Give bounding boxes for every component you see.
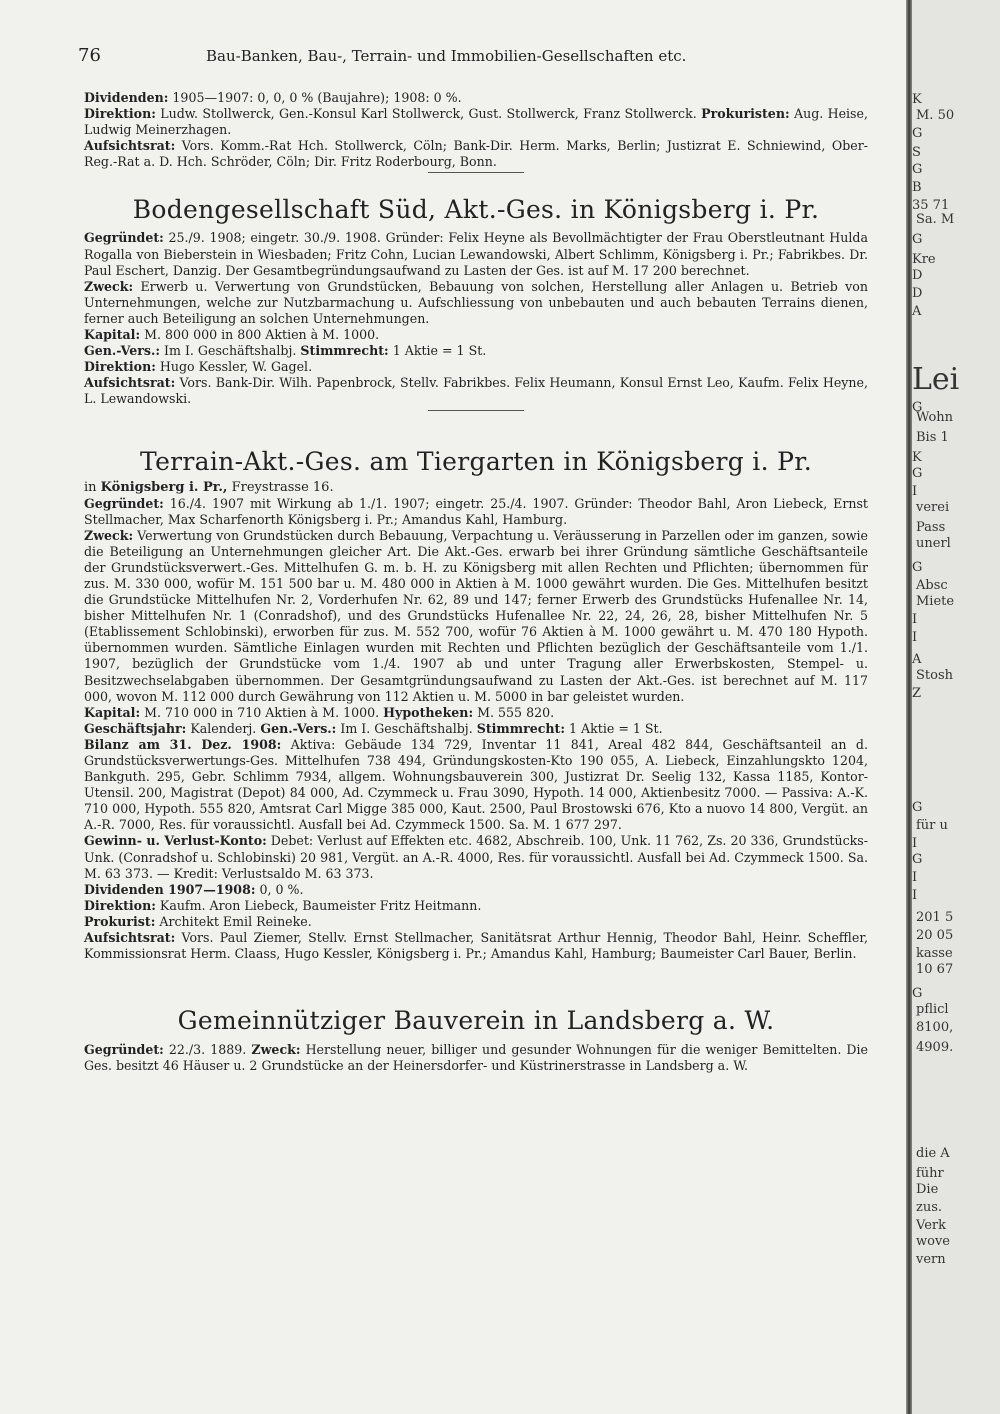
adjacent-page-fragment: 20 05 xyxy=(916,928,954,943)
section-stollwerck-continued xyxy=(84,90,868,173)
paragraph xyxy=(84,930,868,962)
paragraph xyxy=(84,737,868,834)
field-label: Hypotheken: xyxy=(383,704,474,720)
field-label: Aufsichtsrat: xyxy=(84,138,176,154)
field-label: Zweck: xyxy=(84,278,134,294)
adjacent-page-fragment: wove xyxy=(916,1234,950,1249)
field-text: 1 Aktie = 1 St. xyxy=(569,720,663,736)
adjacent-page-fragment: G xyxy=(912,852,923,867)
adjacent-page-fragment: Pass xyxy=(916,520,946,535)
paragraph xyxy=(84,914,868,930)
adjacent-page-fragment: I xyxy=(912,612,918,627)
field-text: Architekt Emil Reineke. xyxy=(159,913,312,929)
paragraph xyxy=(84,138,868,170)
section-bodengesellschaft-sued xyxy=(84,195,868,410)
section-terrain-tiergarten xyxy=(84,447,868,963)
field-label: Gen.-Vers.: xyxy=(260,720,337,736)
field-text: Im I. Geschäftshalbj. xyxy=(164,343,297,359)
field-text: M. 800 000 in 800 Aktien à M. 1000. xyxy=(144,327,380,343)
adjacent-page-fragment: I xyxy=(912,888,918,903)
adjacent-page-edge xyxy=(912,0,1000,1414)
adjacent-page-fragment: I xyxy=(912,630,918,645)
paragraph xyxy=(84,898,868,914)
adjacent-page-fragment: Wohn xyxy=(916,410,954,425)
field-text: Debet: Verlust auf Effekten etc. 4682, Abschreib. 100, Unk. 11 762, Zs. 20 336, Grundstücks-Unk. (Conradshof u. Schlobinski) 20 981, Vergüt. an A.-R. 4000, Res. für voraussichtl. Ausfall bei Ad. Czymmeck 1500. Sa. M. 63 373. — Kredit: Verlustsaldo M. 63 373. xyxy=(84,833,868,881)
paragraph xyxy=(84,279,868,327)
field-text: 22./3. 1889. xyxy=(168,1042,247,1058)
field-label: Prokurist: xyxy=(84,913,156,929)
adjacent-page-fragment: 201 5 xyxy=(916,910,954,925)
field-label: Zweck: xyxy=(251,1042,301,1058)
field-text: Aktiva: Gebäude 134 729, Inventar 11 841, Areal 482 844, Geschäftsanteil an d. Grundstücksverwertungs-Ges. Mittelhufen 738 494, Gründungskosten-Kto 190 055, A. Liebeck, Einzahlungskto 1204, Bankguth. 295, Gebr. Schlimm 7934, allgem. Wohnungsbauverein 300, Justizrat Dr. Seelig 132, Kassa 1185, Kontor-Utensil. 200, Magistrat (Depot) 84 000, Ad. Czymmeck u. Frau 3090, Hypoth. 14 000, Aktienbesitz 7000. — Passiva: A.-K. 710 000, Hypoth. 555 820, Amtsrat Carl Migge 385 000, Kaut. 2500, Paul Brostowski 676, Kto a nuovo 14 800, Vergüt. an A.-R. 7000, Res. für voraussichtl. Ausfall bei Ad. Czymmeck 1500. Sa. M. 1 677 297. xyxy=(84,736,868,833)
field-label: Direktion: xyxy=(84,897,156,913)
section-divider xyxy=(428,410,524,411)
adjacent-page-fragment: G xyxy=(912,400,923,415)
adjacent-page-fragment: verei xyxy=(916,500,950,515)
paragraph xyxy=(84,1042,868,1074)
adjacent-page-fragment: unerl xyxy=(916,536,951,551)
adjacent-page-fragment: zus. xyxy=(916,1200,943,1215)
subtitle-street: Freystrasse 16. xyxy=(231,479,334,495)
adjacent-page-fragment: M. 50 xyxy=(916,108,955,123)
field-text: 25./9. 1908; eingetr. 30./9. 1908. Gründer: Felix Heyne als Bevollmächtigter der Frau Oberstleutnant Hulda Rogalla von Bieberstein in Wiesbaden; Fritz Cohn, Lucian Lewandowski, Albert Schlimm, Königsberg i. Pr.; Fabrikbes. Dr. Paul Eschert, Danzig. Der Gesamtbegründungsaufwand zu Lasten der Ges. ist auf M. 17 200 berechnet. xyxy=(84,230,868,278)
adjacent-page-fragment: Bis 1 xyxy=(916,430,949,445)
adjacent-page-fragment: K xyxy=(912,92,922,107)
field-label: Bilanz am 31. Dez. 1908: xyxy=(84,736,282,752)
adjacent-page-fragment: G xyxy=(912,162,923,177)
adjacent-page-fragment: G xyxy=(912,466,923,481)
adjacent-page-fragment: Miete xyxy=(916,594,955,609)
adjacent-page-fragment: S xyxy=(912,145,921,160)
field-label: Prokuristen: xyxy=(701,106,790,122)
field-label: Gewinn- u. Verlust-Konto: xyxy=(84,833,267,849)
paragraph xyxy=(84,230,868,278)
adjacent-page-fragment: Verk xyxy=(916,1218,946,1233)
paragraph xyxy=(84,375,868,407)
adjacent-page-fragment: Die xyxy=(916,1182,939,1197)
adjacent-page-fragment: A xyxy=(912,652,922,667)
adjacent-page-fragment: 35 71 xyxy=(912,198,950,213)
field-text: Vors. Bank-Dir. Wilh. Papenbrock, Stellv. Fabrikbes. Felix Heumann, Konsul Ernst Leo, Kaufm. Felix Heyne, L. Lewandowski. xyxy=(84,375,868,407)
field-text: 0, 0 %. xyxy=(259,881,304,897)
field-label: Dividenden 1907—1908: xyxy=(84,881,256,897)
field-label: Gegründet: xyxy=(84,1042,164,1058)
field-label: Gegründet: xyxy=(84,230,164,246)
field-label: Direktion: xyxy=(84,106,156,122)
adjacent-page-fragment: A xyxy=(912,304,922,319)
paragraph xyxy=(84,90,868,106)
adjacent-page-fragment: Sa. M xyxy=(916,212,955,227)
field-label: Stimmrecht: xyxy=(300,343,389,359)
field-label: Zweck: xyxy=(84,527,134,543)
adjacent-page-fragment: D xyxy=(912,268,923,283)
adjacent-page-fragment: I xyxy=(912,870,918,885)
adjacent-page-fragment: I xyxy=(912,836,918,851)
paragraph xyxy=(84,343,868,359)
field-text: Im I. Geschäftshalbj. xyxy=(340,720,473,736)
adjacent-page-fragment: G xyxy=(912,126,923,141)
field-text: Kalenderj. xyxy=(190,720,257,736)
field-label: Aufsichtsrat: xyxy=(84,375,176,391)
paragraph xyxy=(84,882,868,898)
running-title: Bau-Banken, Bau-, Terrain- und Immobilien-Gesellschaften etc. xyxy=(206,47,687,65)
paragraph xyxy=(84,721,868,737)
adjacent-page-fragment: Z xyxy=(912,686,922,701)
field-text: Hugo Kessler, W. Gagel. xyxy=(159,359,313,375)
adjacent-page-fragment: 8100, xyxy=(916,1020,954,1035)
adjacent-page-fragment: pflicl xyxy=(916,1002,949,1017)
paragraph xyxy=(84,496,868,528)
field-text: Aug. Heise, Ludwig Meinerzhagen. xyxy=(84,106,868,138)
field-text: Ludw. Stollwerck, Gen.-Konsul Karl Stollwerck, Gust. Stollwerck, Franz Stollwerck. xyxy=(160,106,697,122)
field-text: Kaufm. Aron Liebeck, Baumeister Fritz Heitmann. xyxy=(159,897,482,913)
section-divider xyxy=(428,172,524,173)
paragraph xyxy=(84,359,868,375)
adjacent-page-fragment: G xyxy=(912,560,923,575)
field-text: M. 710 000 in 710 Aktien à M. 1000. xyxy=(144,704,380,720)
section-subtitle xyxy=(84,479,868,496)
field-label: Gen.-Vers.: xyxy=(84,343,161,359)
adjacent-page-fragment: vern xyxy=(916,1252,946,1267)
paragraph xyxy=(84,327,868,343)
section-title: Bodengesellschaft Süd, Akt.-Ges. in Königsberg i. Pr. xyxy=(132,195,820,225)
paragraph xyxy=(84,106,868,138)
field-text: 1 Aktie = 1 St. xyxy=(392,343,487,359)
field-label: Gegründet: xyxy=(84,495,164,511)
adjacent-page-fragment: kasse xyxy=(916,946,953,961)
section-bauverein-landsberg xyxy=(84,1006,868,1074)
adjacent-page-fragment: Absc xyxy=(916,578,948,593)
running-header xyxy=(78,45,868,69)
adjacent-page-fragment: D xyxy=(912,286,923,301)
adjacent-page-fragment: Kre xyxy=(912,252,936,267)
field-text: M. 555 820. xyxy=(477,704,555,720)
adjacent-page-fragment: die A xyxy=(916,1146,950,1161)
adjacent-page-fragment: für u xyxy=(916,818,948,833)
field-text: Vors. Paul Ziemer, Stellv. Ernst Stellmacher, Sanitätsrat Arthur Hennig, Theodor Bahl, Heinr. Scheffler, Kommissionsrat Herm. Claass, Hugo Kessler, Königsberg i. Pr.; Amandus Kahl, Hamburg; Baumeister Carl Bauer, Berlin. xyxy=(84,930,868,962)
field-text: 1905—1907: 0, 0, 0 % (Baujahre); 1908: 0 %. xyxy=(172,90,462,105)
field-label: Dividenden: xyxy=(84,90,169,105)
field-label: Aufsichtsrat: xyxy=(84,930,176,946)
adjacent-page-fragment: Lei xyxy=(912,362,960,397)
adjacent-page-fragment: führ xyxy=(916,1166,944,1181)
adjacent-page-fragment: B xyxy=(912,180,922,195)
adjacent-page-fragment: K xyxy=(912,450,922,465)
page-number: 76 xyxy=(78,45,101,66)
section-title: Gemeinnütziger Bauverein in Landsberg a. W. xyxy=(177,1006,775,1036)
field-text: Verwertung von Grundstücken durch Bebauung, Verpachtung u. Veräusserung in Parzellen oder im ganzen, sowie die Beteiligung an Unternehmungen gleicher Art. Die Akt.-Ges. erwarb bei ihrer Gründung sämtliche Geschäftsanteile der Grundstücksverwert.-Ges. Mittelhufen G. m. b. H. zu Königsberg mit allen Rechten und Pflichten; übernommen für zus. M. 330 000, wofür M. 151 500 bar u. M. 480 000 in Aktien à M. 1000 gewährt wurden. Die Ges. Mittelhufen besitzt die Grundstücke Mittelhufen Nr. 2, Vorderhufen Nr. 62, 89 und 147; ferner Erwerb des Grundstücks Hufenallee Nr. 14, bisher Mittelhufen Nr. 1 (Conradshof), und des Grundstücks Hufenallee Nr. 22, 24, 26, 28, bisher Mittelhufen Nr. 5 (Etablissement Schlobinski), erworben für zus. M. 552 700, wofür 76 Aktien à M. 1000 gewährt u. M. 470 180 Hypoth. übernommen wurden. Sämtliche Einlagen wurden mit Rechten und Pflichten bezüglich der Geschäftsanteile vom 1./1. 1907, bezüglich der Grundstücke vom 1./4. 1907 ab und unter Tragung aller Erwerbskosten, Stempel- u. Besitzwechselabgaben übernommen. Der Gesamtgründungsaufwand zu Lasten der Akt.-Ges. ist berechnet auf M. 117 000, wovon M. 112 000 durch Gewährung von 112 Aktien u. M. 5000 in bar geleistet wurden. xyxy=(84,527,868,704)
adjacent-page-fragment: 10 67 xyxy=(916,962,954,977)
adjacent-page-fragment: G xyxy=(912,800,923,815)
adjacent-page-fragment: Stosh xyxy=(916,668,954,683)
paragraph xyxy=(84,528,868,705)
field-label: Kapital: xyxy=(84,704,141,720)
field-label: Kapital: xyxy=(84,327,141,343)
adjacent-page-fragment: G xyxy=(912,986,923,1001)
field-text: Herstellung neuer, billiger und gesunder Wohnungen für die weniger Bemittelten. Die Ges. besitzt 46 Häuser u. 2 Grundstücke an der Heinersdorfer- und Küstrinerstrasse in Landsberg a. W. xyxy=(84,1042,868,1074)
page-content xyxy=(84,90,868,1074)
adjacent-page-fragment: I xyxy=(912,484,918,499)
subtitle-city: Königsberg i. Pr., xyxy=(100,479,228,495)
field-text: Erwerb u. Verwertung von Grundstücken, Bebauung von solchen, Herstellung aller Anlagen u. Betrieb von Unternehmungen, welche zur Nutzbarmachung u. Aufschliessung von unbebauten und auch bebauten Terrains dienen, ferner auch Beteiligung an solchen Unternehmungen. xyxy=(84,278,868,326)
paragraph xyxy=(84,833,868,881)
field-label: Stimmrecht: xyxy=(476,720,566,736)
subtitle-prefix: in xyxy=(84,479,97,495)
adjacent-page-fragment: 4909. xyxy=(916,1040,954,1055)
paragraph xyxy=(84,705,868,721)
adjacent-page-fragment: G xyxy=(912,232,923,247)
field-label: Direktion: xyxy=(84,359,156,375)
field-text: Vors. Komm.-Rat Hch. Stollwerck, Cöln; Bank-Dir. Herm. Marks, Berlin; Justizrat E. Schniewind, Ober-Reg.-Rat a. D. Hch. Schröder, Cöln; Dir. Fritz Roderbourg, Bonn. xyxy=(84,138,868,170)
section-title: Terrain-Akt.-Ges. am Tiergarten in Königsberg i. Pr. xyxy=(140,446,812,476)
field-label: Geschäftsjahr: xyxy=(84,720,187,736)
field-text: 16./4. 1907 mit Wirkung ab 1./1. 1907; eingetr. 25./4. 1907. Gründer: Theodor Bahl, Aron Liebeck, Ernst Stellmacher, Max Scharfenorth Königsberg i. Pr.; Amandus Kahl, Hamburg. xyxy=(84,495,868,527)
